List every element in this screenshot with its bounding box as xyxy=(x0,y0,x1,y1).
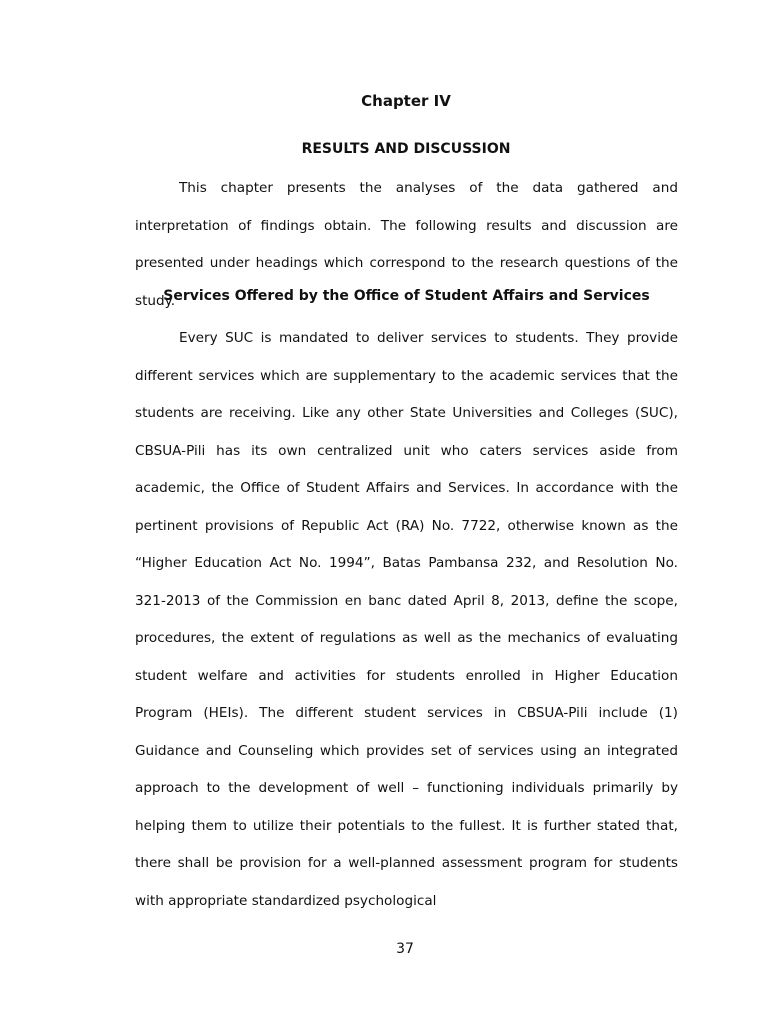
intro-paragraph: This chapter presents the analyses of the data gathered and interpretation of findings obtain. The following results and discussion are presented under headings which correspond to the research questions of the study. xyxy=(135,180,678,309)
body-paragraph: Every SUC is mandated to deliver services to students. They provide different services which are supplementary to the academic services that the students are receiving. Like any other State Universities and Colleges (SUC), CBSUA-Pili has its own centralized unit who caters services aside from academic, the Office of Student Affairs and Services. In accordance with the pertinent provisions of Republic Act (RA) No. 7722, otherwise known as the “Higher Education Act No. 1994”, Batas Pambansa 232, and Resolution No. 321-2013 of the Commission en banc dated April 8, 2013, define the scope, procedures, the extent of regulations as well as the mechanics of evaluating student welfare and activities for students enrolled in Higher Education Program (HEIs). The different student services in CBSUA-Pili include (1) Guidance and Counseling which provides set of services using an integrated approach to the development of well – functioning individuals primarily by helping them to utilize their potentials to the fullest. It is further stated that, there shall be provision for a well-planned assessment program for students with appropriate standardized psychological xyxy=(135,330,678,909)
section-title: RESULTS AND DISCUSSION xyxy=(301,141,511,157)
subheading: Services Offered by the Office of Student Affairs and Services xyxy=(163,288,650,304)
chapter-title: Chapter IV xyxy=(361,92,451,110)
page-number: 37 xyxy=(396,941,414,957)
